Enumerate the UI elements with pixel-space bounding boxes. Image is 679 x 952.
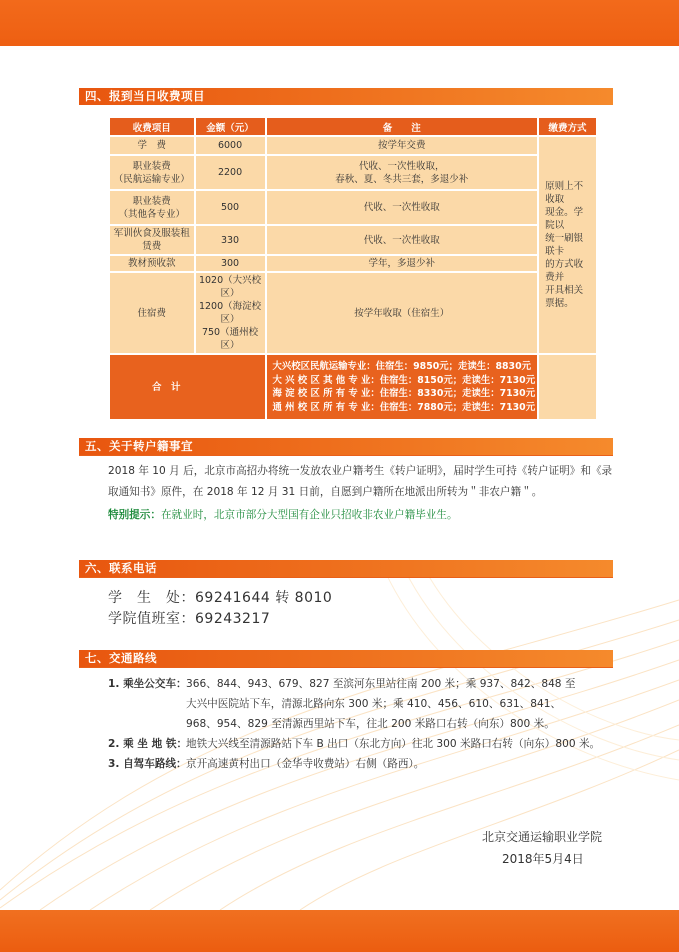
route-car-text: 京开高速黄村出口（金华寺收费站）右侧（路西）。 (186, 758, 425, 770)
fee-amount: 6000 (196, 137, 265, 154)
paragraph-line: 2018 年 10 月 后，北京市高招办将统一发放农业户籍考生《转户证明》，届时学生可持《转户证明》和《录 (108, 465, 613, 477)
route-line: 大兴中医院站下车，清源北路向东 300 米；乘 410、456、610、631、841、 (186, 698, 562, 710)
fee-note: 学年，多退少补 (267, 256, 538, 271)
route-line: 366、844、943、679、827 至滨河东里站往南 200 米；乘 937、842、848 至 (186, 678, 576, 690)
fee-amount: 500 (196, 191, 265, 224)
payment-line: 原则上不收取 (545, 181, 584, 205)
column-header: 收费项目 (110, 118, 194, 135)
tip-label: 特别提示： (108, 509, 161, 521)
route-line: 968、954、829 至清源西里站下车，往北 200 米路口右转（向东）800 米。 (186, 718, 555, 730)
section-title-contact: 六、联系电话 (79, 560, 613, 577)
section-title-fees: 四、报到当日收费项目 (79, 88, 613, 105)
fee-item-line: （民航运输专业） (113, 173, 190, 185)
total-line: 通 州 校 区 所 有 专 业：住宿生：7880元；走读生：7130元 (272, 401, 536, 413)
table-row (110, 226, 596, 254)
payment-line: 统一刷银联卡 (545, 233, 584, 257)
fee-amount-line: 750（通州校区） (201, 327, 259, 351)
fee-note: 按学年交费 (267, 137, 538, 154)
route-subway-label (108, 734, 187, 754)
fee-item (110, 191, 194, 224)
fee-item (110, 156, 194, 189)
fee-item: 住宿费 (110, 273, 194, 353)
total-values (267, 355, 538, 419)
route-bus-label (108, 674, 187, 694)
table-row (110, 137, 596, 154)
fee-item-line: （其他各专业） (118, 208, 186, 220)
section-title-hukou: 五、关于转户籍事宜 (79, 438, 613, 455)
route-label: 2. 乘 坐 地 铁： (108, 738, 188, 750)
fee-amount-line: 1200（海淀校区） (198, 301, 262, 325)
fee-amount-line: 1020（大兴校区） (198, 275, 262, 299)
fee-item-line: 职业装费 (132, 195, 171, 207)
route-subway-text: 地铁大兴线至清源路站下车 B 出口（东北方向）往北 300 米路口右转（向东）800 米。 (186, 738, 601, 750)
column-header: 备 注 (267, 118, 538, 135)
table-row (110, 273, 596, 353)
total-blank (539, 355, 596, 419)
bottom-band (0, 910, 679, 952)
payment-line: 的方式收费并 (545, 259, 584, 283)
fee-item: 教材预收款 (110, 256, 194, 271)
fee-note: 代收、一次性收取 (267, 226, 538, 254)
paragraph-line: 取通知书》原件，在 2018 年 12 月 31 日前，自愿到户籍所在地派出所转为＂非农户籍＂。 (108, 486, 543, 498)
divider (79, 667, 613, 668)
divider (79, 455, 613, 456)
special-tip (108, 507, 458, 522)
fee-item: 军训伙食及服装租赁费 (110, 226, 194, 254)
column-header: 金额（元） (196, 118, 265, 135)
fee-amount: 300 (196, 256, 265, 271)
table-row (110, 256, 596, 271)
fee-note-line: 春秋、夏、冬共三套，多退少补 (335, 173, 469, 185)
fee-note: 代收、一次性收取 (267, 191, 538, 224)
hukou-paragraph (108, 461, 613, 503)
fee-amount (196, 273, 265, 353)
phone-student-office: 学 生 处：69241644 转 8010 (108, 590, 333, 606)
fee-item-line: 职业装费 (132, 160, 171, 172)
table-row (110, 156, 596, 189)
total-line: 海 淀 校 区 所 有 专 业：住宿生：8330元；走读生：7130元 (272, 388, 536, 399)
total-label: 合 计 (110, 355, 265, 419)
route-bus-text (186, 674, 576, 734)
signature-org: 北京交通运输职业学院 (482, 830, 603, 844)
payment-line: 开具相关票据。 (545, 285, 584, 309)
fee-amount: 330 (196, 226, 265, 254)
fee-table (108, 116, 598, 421)
route-car-label (108, 754, 187, 774)
divider (79, 577, 613, 578)
fee-note (267, 156, 538, 189)
total-line: 大 兴 校 区 其 他 专 业：住宿生：8150元；走读生：7130元 (272, 374, 536, 386)
column-header: 缴费方式 (539, 118, 596, 135)
fee-amount: 2200 (196, 156, 265, 189)
signature-date: 2018年5月4日 (502, 852, 584, 866)
phone-duty-room: 学院值班室：69243217 (108, 611, 271, 627)
top-band (0, 0, 679, 46)
section-title-transport: 七、交通路线 (79, 650, 613, 667)
route-label: 1. 乘坐公交车： (108, 678, 187, 690)
fee-item: 学 费 (110, 137, 194, 154)
route-label: 3. 自驾车路线： (108, 758, 187, 770)
payment-method (539, 137, 596, 353)
table-row (110, 191, 596, 224)
table-header-row (110, 118, 596, 135)
tip-text: 在就业时，北京市部分大型国有企业只招收非农业户籍毕业生。 (160, 509, 458, 521)
total-line: 大兴校区民航运输专业：住宿生：9850元；走读生：8830元 (272, 361, 531, 372)
fee-note-line: 代收、一次性收取， (359, 160, 445, 172)
fee-note: 按学年收取（住宿生） (267, 273, 538, 353)
payment-line: 现金。学院以 (545, 207, 584, 231)
table-total-row (110, 355, 596, 419)
